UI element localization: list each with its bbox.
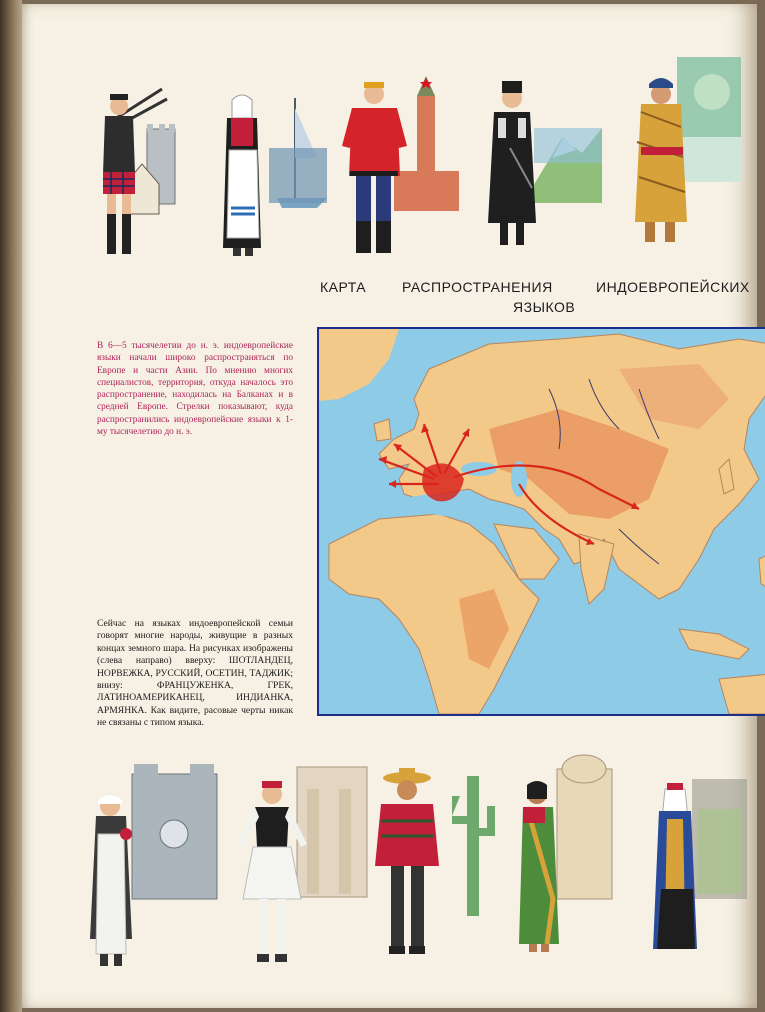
french-woman-figure — [82, 764, 222, 979]
philippines-islands — [759, 554, 765, 589]
armenian-woman-figure — [637, 769, 752, 964]
greek-figure — [227, 759, 377, 969]
norwegian-woman-figure — [207, 88, 332, 263]
scotsman-figure — [67, 84, 177, 264]
tajik-figure — [617, 52, 747, 262]
cactus-drawing — [467, 776, 479, 916]
map-drawing — [319, 329, 765, 714]
ossetian-figure — [472, 78, 607, 258]
spread-caption: В 6—5 тысячелетии до н. э. индоевропейские языки начали широко распространяться по Европе и части Азии. По мнению многих специалистов, территория, откуда началось это распространение, находилась на Балканах и в средней Европе. Стрелки показывают, куда распространились индоевропейские языки к 1-му тысячелетию до н. э. — [97, 341, 293, 438]
india-landmass — [579, 534, 614, 604]
indian-temple-drawing — [557, 769, 612, 899]
book-page — [22, 4, 757, 1008]
peoples-caption: Сейчас на языках индоевропейской семьи говорят многие народы, живущие в разных концах земного шара. На рисунках изображены (слева направо) вверху: ШОТЛАНДЕЦ, НОРВЕЖКА, РУССКИЙ, ОСЕТИН, ТАДЖИК; внизу: ФРАНЦУЖЕНКА, ГРЕК, ЛАТИНОАМЕРИКАНЕЦ, ИНДИАНКА, АРМЯНКА. Как видите, расовые черты никак не связаны с типом языка. — [97, 618, 293, 729]
british-isles — [374, 419, 391, 441]
title-word-2: РАСПРОСТРАНЕНИЯ — [402, 279, 553, 295]
indian-woman-figure — [507, 749, 622, 964]
title-word-1: КАРТА — [320, 279, 367, 295]
language-spread-map — [317, 327, 765, 716]
russian-figure — [332, 76, 462, 261]
book-spine — [0, 0, 22, 1012]
greenland-landmass — [319, 329, 399, 401]
indonesia-islands — [679, 629, 749, 659]
latin-american-figure — [367, 766, 507, 971]
australia-landmass — [719, 674, 765, 714]
title-word-4: ЯЗЫКОВ — [513, 299, 576, 315]
title-word-3: ИНДОЕВРОПЕЙСКИХ — [596, 279, 750, 295]
